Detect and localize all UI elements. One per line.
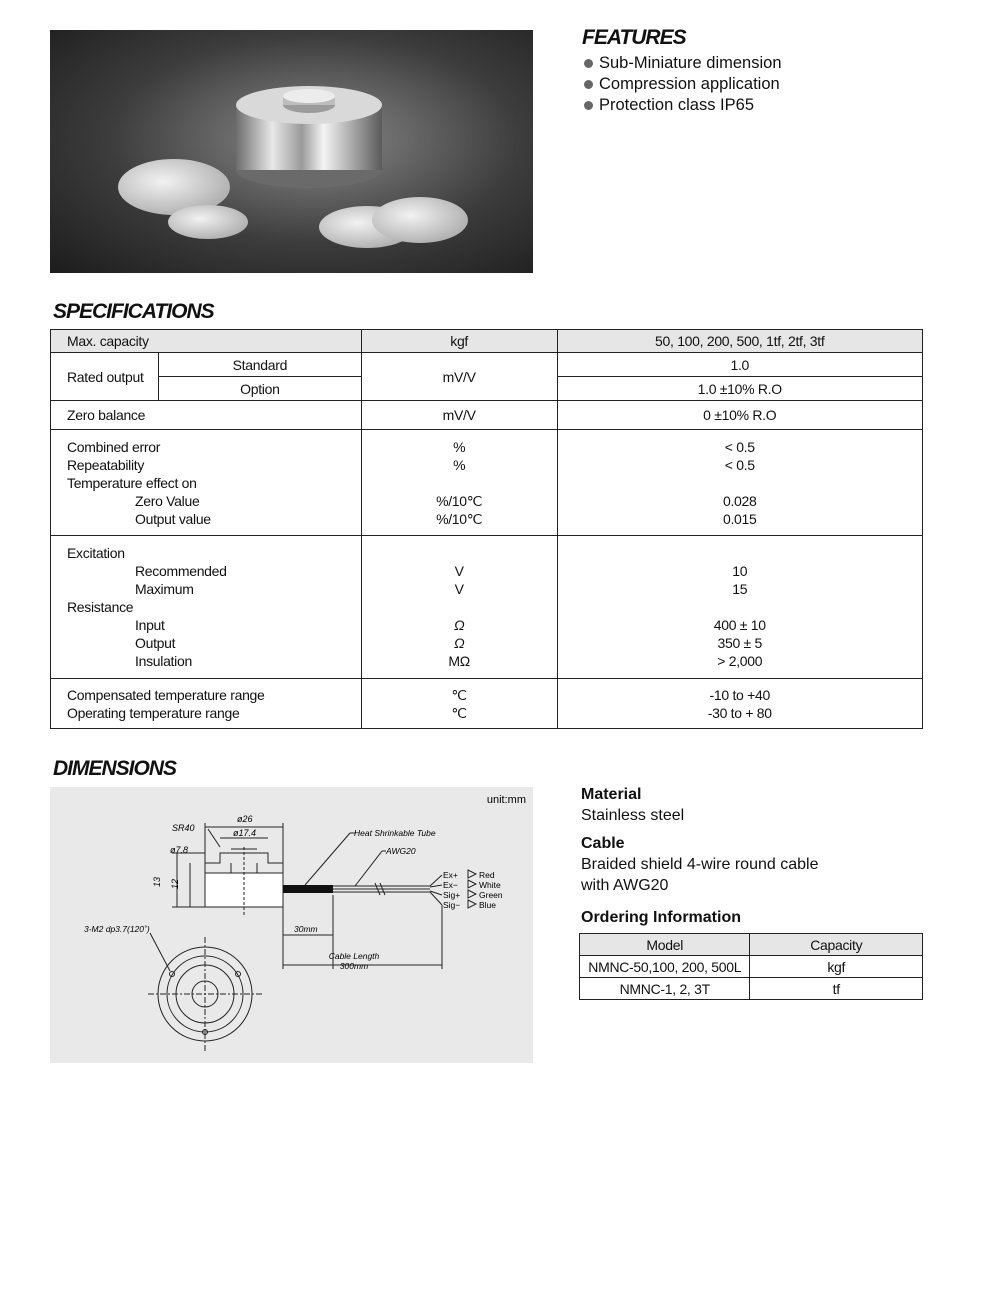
l30-label: 30mm xyxy=(294,924,318,934)
spec-row-rated-output-standard: Rated output Standard mV/V 1.0 xyxy=(51,353,923,377)
feature-item: Compression application xyxy=(584,74,782,95)
features-title: FEATURES xyxy=(582,26,686,49)
capacity-header: Capacity xyxy=(750,934,923,956)
features-list xyxy=(584,53,782,116)
spec-row-rated-output-option: Option 1.0 ±10% R.O xyxy=(51,377,923,401)
feature-item: Sub-Miniature dimension xyxy=(584,53,782,74)
blue-wire-label: Blue xyxy=(479,900,497,910)
model-header: Model xyxy=(580,934,750,956)
spec-row-accuracy: Combined error Repeatability Temperature effect on Zero Value Output value % % %/10℃ %/10℃ < 0.5 < 0.5 0.028 0.015 xyxy=(51,430,923,536)
bullet-icon xyxy=(584,59,593,68)
red-wire-label: Red xyxy=(479,870,495,880)
unit-label: unit:mm xyxy=(486,794,526,806)
load-cell-photo-illustration xyxy=(50,30,533,273)
dimension-drawing xyxy=(50,787,533,1063)
cable-line-1: Braided shield 4-wire round cable xyxy=(581,856,819,873)
sig-minus-label: Sig− xyxy=(443,900,461,910)
heat-tube-label: Heat Shrinkable Tube xyxy=(354,828,436,838)
ordering-header-row xyxy=(580,934,923,956)
d26-label: ø26 xyxy=(237,814,253,824)
h13-label: 13 xyxy=(152,876,162,887)
h12-label: 12 xyxy=(170,878,180,889)
awg20-label: AWG20 xyxy=(386,846,416,856)
table-row: NMNC-50,100, 200, 500L kgf xyxy=(580,956,923,978)
spec-row-electrical: Excitation Recommended Maximum Resistance Input Output Insulation V V Ω Ω MΩ 10 15 400 ± 10 350 ± 5 > 2,000 xyxy=(51,536,923,679)
material-value: Stainless steel xyxy=(581,807,685,824)
l300-label: 300mm xyxy=(339,961,369,971)
spec-row-max-capacity: Max. capacity kgf 50, 100, 200, 500, 1tf, 2tf, 3tf xyxy=(51,330,923,353)
sig-plus-label: Sig+ xyxy=(443,890,461,900)
cable-length-label: Cable Length xyxy=(328,951,380,961)
dimensions-title: DIMENSIONS xyxy=(53,757,177,780)
dimension-diagram xyxy=(50,787,533,1063)
holes-label: 3-M2 dp3.7(120˚) xyxy=(84,924,150,934)
specifications-table xyxy=(50,329,923,729)
heat-shrink-tube xyxy=(283,885,333,893)
product-photo xyxy=(50,30,533,273)
material-title: Material xyxy=(581,786,642,803)
sr40-label: SR40 xyxy=(172,823,195,833)
ex-plus-label: Ex+ xyxy=(443,870,458,880)
bullet-icon xyxy=(584,80,593,89)
spec-row-zero-balance: Zero balance mV/V 0 ±10% R.O xyxy=(51,401,923,430)
green-wire-label: Green xyxy=(479,890,503,900)
ex-minus-label: Ex− xyxy=(443,880,458,890)
d174-label: ø17.4 xyxy=(233,828,257,838)
d78-label: ø7.8 xyxy=(170,845,189,855)
ordering-title: Ordering Information xyxy=(581,909,741,926)
specifications-title: SPECIFICATIONS xyxy=(53,300,214,323)
cable-line-2: with AWG20 xyxy=(581,877,669,894)
cable-title: Cable xyxy=(581,835,625,852)
table-row: NMNC-1, 2, 3T tf xyxy=(580,978,923,1000)
feature-item: Protection class IP65 xyxy=(584,95,782,116)
bullet-icon xyxy=(584,101,593,110)
ordering-table xyxy=(579,933,923,1000)
white-wire-label: White xyxy=(479,880,501,890)
spec-row-temperature: Compensated temperature range Operating temperature range ℃ ℃ -10 to +40 -30 to + 80 xyxy=(51,679,923,729)
